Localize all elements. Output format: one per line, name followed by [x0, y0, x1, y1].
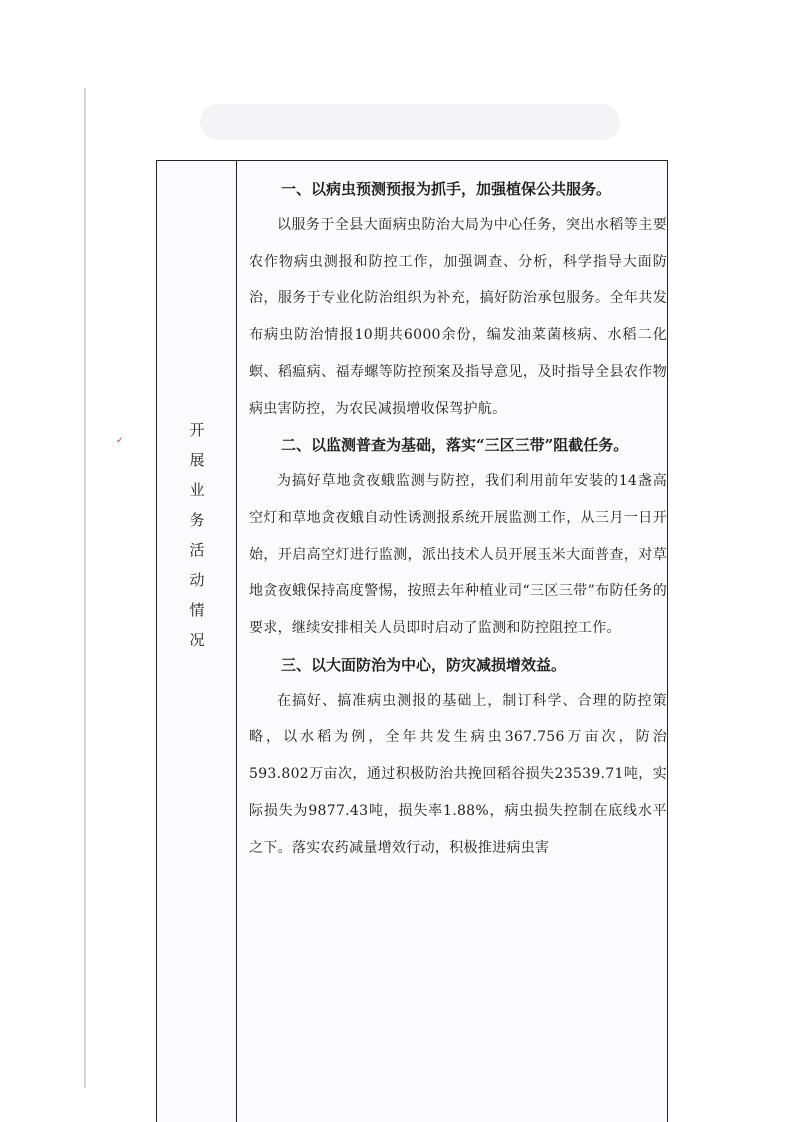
section-body-3: 在搞好、搞准病虫测报的基础上，制订科学、合理的防控策略，以水稻为例，全年共发生病虫367.756万亩次，防治593.802万亩次，通过积极防治共挽回稻谷损失23539.71吨，实际损失为9877.43吨，损失率1.88%，病虫损失控制在底线水平之下。落实农药减量增效行动，积极推进病虫害: [249, 692, 667, 856]
scan-smudge: [200, 104, 620, 140]
work-record-table: [156, 160, 668, 1122]
section-label-char: 展: [189, 451, 205, 469]
section-body-1: 以服务于全县大面病虫防治大局为中心任务，突出水稻等主要农作物病虫测报和防控工作，加强调查、分析，科学指导大面防治，服务于专业化防治组织为补充，搞好防治承包服务。全年共发布病虫防治情报10期共6000余份，编发油菜菌核病、水稻二化螟、稻瘟病、福寿螺等防控预案及指导意见，及时指导全县农作物病虫害防控，为农民减损增收保驾护航。: [249, 217, 667, 417]
red-ink-mark: ✓: [116, 436, 124, 446]
section-heading-2: 二、以监测普查为基础，落实“三区三带”阻截任务。: [281, 436, 629, 455]
section-label-char: 情: [189, 601, 205, 619]
section-label-char: 务: [189, 511, 205, 529]
section-body-2: 为搞好草地贪夜蛾监测与防控，我们利用前年安装的14盏高空灯和草地贪夜蛾自动性诱测报系统开展监测工作，从三月一日开始，开启高空灯进行监测，派出技术人员开展玉米大面普查，对草地贪夜蛾保持高度警惕，按照去年种植业司“三区三带”布防任务的要求，继续安排相关人员即时启动了监测和防控阻控工作。: [249, 473, 667, 637]
section-heading-3: 三、以大面防治为中心，防灾减损增效益。: [281, 655, 567, 674]
section-label-char: 业: [189, 481, 205, 499]
scan-edge-shadow: [84, 88, 86, 1088]
section-heading-1: 一、以病虫预测预报为抓手，加强植保公共服务。: [281, 180, 612, 198]
section-label-char: 活: [189, 541, 205, 559]
content-column: [249, 171, 667, 866]
section-label-char: 开: [189, 421, 205, 439]
section-label-char: 况: [189, 631, 205, 649]
section-label-char: 动: [189, 571, 205, 589]
section-label-column: [157, 161, 237, 1122]
section-label: [157, 421, 237, 661]
